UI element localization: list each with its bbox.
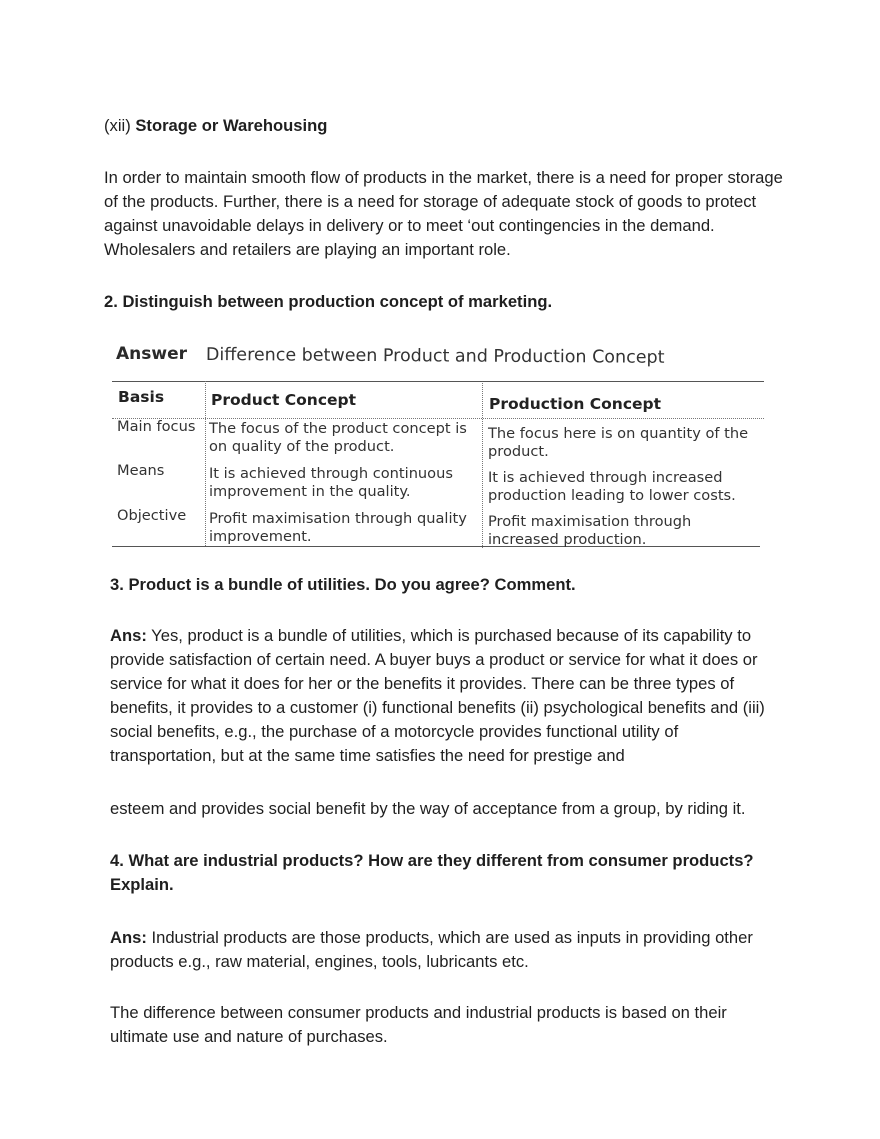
answer-4-paragraph: The difference between consumer products and industrial products is based on their ultimate use and nature of purchases. (110, 1003, 727, 1046)
table-cell-basis: Main focus (117, 418, 196, 435)
table-cell-product: Profit maximisation through quality improvement. (209, 510, 467, 545)
answer-4 (110, 926, 786, 974)
answer-title: Difference between Product and Production Concept (205, 345, 665, 368)
question-4: 4. What are industrial products? How are they different from consumer products? Explain. (110, 851, 754, 894)
section-heading (104, 114, 784, 138)
answer-3-continuation: esteem and provides social benefit by the way of acceptance from a group, by riding it. (110, 799, 746, 818)
answer-table-figure (112, 336, 764, 558)
table-header-production: Production Concept (489, 395, 662, 413)
answer-label: Answer (116, 344, 187, 364)
table-cell-basis: Objective (117, 507, 187, 524)
question-3-number: 3 (110, 575, 120, 594)
table-header-rule (112, 418, 764, 419)
section-title: Storage or Warehousing (135, 116, 328, 135)
table-cell-basis: Means (117, 462, 165, 479)
table-cell-production: Profit maximisation through increased production. (488, 513, 692, 548)
answer-3 (110, 624, 786, 768)
answer-3-text: Yes, product is a bundle of utilities, which is purchased because of its capability to provide satisfaction of certain need. A buyer buys a product or service for what it does or service for what it does for her or the benefits it provides. There can be three types of benefits, it provides to a customer (i) functional benefits (ii) psychological benefits and (iii) social benefits, e.g., the purchase of a motorcycle provides functional utility of transportation, but at the same time satisfies the need for prestige and (110, 626, 765, 765)
table-top-rule (112, 381, 764, 382)
table-column-divider (482, 383, 483, 548)
table-cell-production: It is achieved through increased production leading to lower costs. (488, 469, 736, 504)
table-cell-production: The focus here is on quantity of the product. (488, 425, 749, 460)
section-prefix: (xii) (104, 116, 136, 135)
table-cell-product: The focus of the product concept is on quality of the product. (209, 420, 467, 455)
table-column-divider (205, 381, 206, 546)
question-2: 2. Distinguish between production concept of marketing. (104, 292, 553, 311)
table-cell-product: It is achieved through continuous improvement in the quality. (209, 465, 453, 500)
ans-label: Ans: (110, 928, 147, 947)
question-3-text: . Product is a bundle of utilities. Do you agree? Comment. (119, 575, 576, 594)
table-header-product: Product Concept (211, 391, 357, 409)
answer-4-text: Industrial products are those products, which are used as inputs in providing other products e.g., raw material, engines, tools, lubricants etc. (110, 928, 753, 971)
section-paragraph: In order to maintain smooth flow of products in the market, there is a need for proper storage of the products. Further, there is a need for storage of adequate stock of goods to protect against unavoidable delays in delivery or to meet ‘out contingencies in the demand. Wholesalers and retailers are playing an important role. (104, 168, 783, 259)
question-3 (110, 573, 790, 597)
ans-label: Ans: (110, 626, 147, 645)
table-header-basis: Basis (118, 388, 165, 406)
